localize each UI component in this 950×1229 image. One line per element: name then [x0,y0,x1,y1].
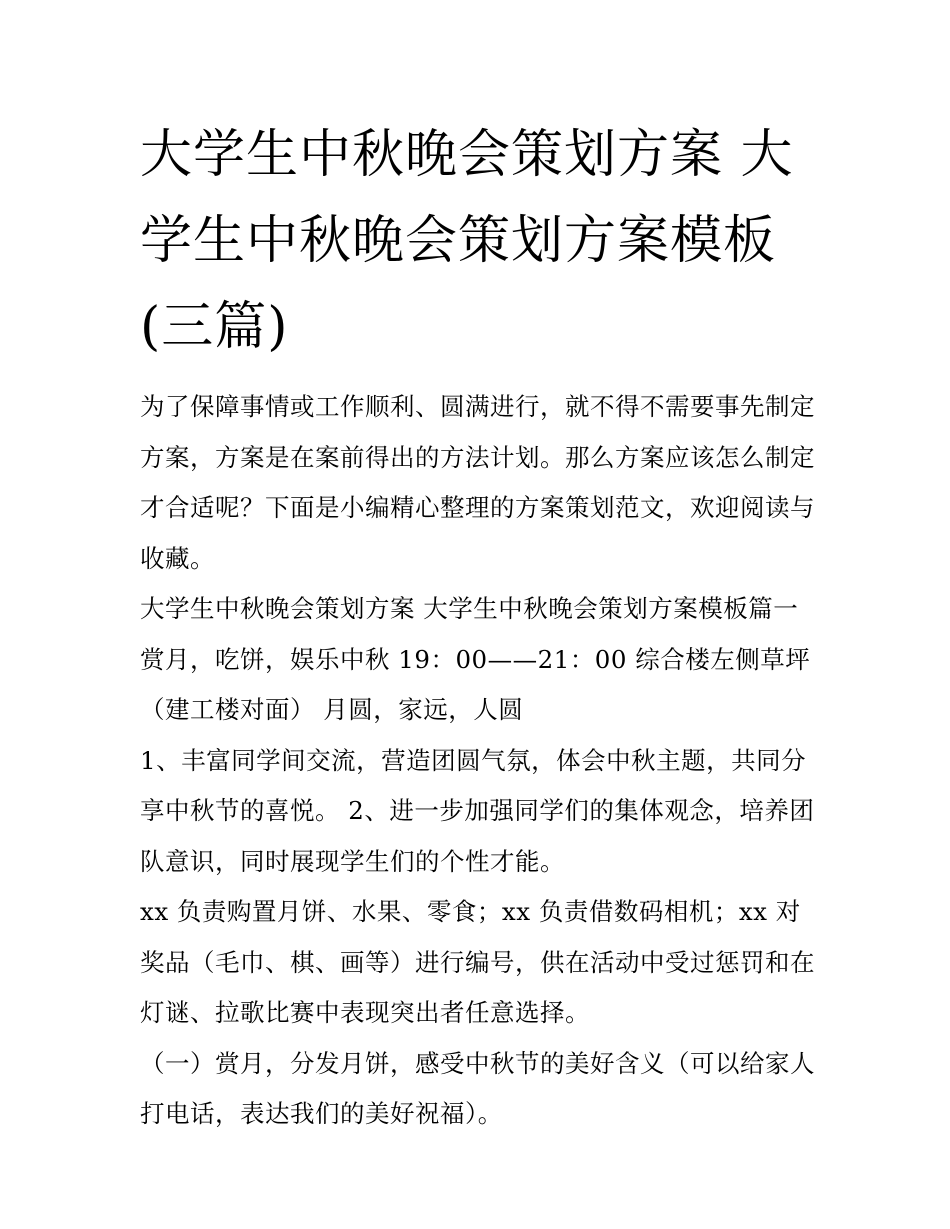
document-title: 大学生中秋晚会策划方案 大学生中秋晚会策划方案模板(三篇) [140,125,794,357]
objectives-paragraph: 1、丰富同学间交流，营造团圆气氛，体会中秋主题，共同分享中秋节的喜悦。 2、进一步加强同学们的集体观念，培养团队意识，同时展现学生们的个性才能。 [140,745,815,876]
document-body [140,112,815,1140]
preparation-paragraph: xx 负责购置月饼、水果、零食；xx 负责借数码相机；xx 对奖品（毛巾、棋、画等）进行编号，供在活动中受过惩罚和在灯谜、拉歌比赛中表现突出者任意选择。 [140,897,815,1027]
event-info-paragraph: 赏月，吃饼，娱乐中秋 19：00——21：00 综合楼左侧草坪（建工楼对面） 月圆，家远，人圆 [140,644,811,724]
activity-paragraph: （一）赏月，分发月饼，感受中秋节的美好含义（可以给家人打电话，表达我们的美好祝福）。 [140,1048,815,1128]
section-heading: 大学生中秋晚会策划方案 大学生中秋晚会策划方案模板篇一 [140,594,799,623]
intro-paragraph: 为了保障事情或工作顺利、圆满进行，就不得不需要事先制定方案，方案是在案前得出的方法计划。那么方案应该怎么制定才合适呢？下面是小编精心整理的方案策划范文，欢迎阅读与收藏。 [140,392,815,573]
